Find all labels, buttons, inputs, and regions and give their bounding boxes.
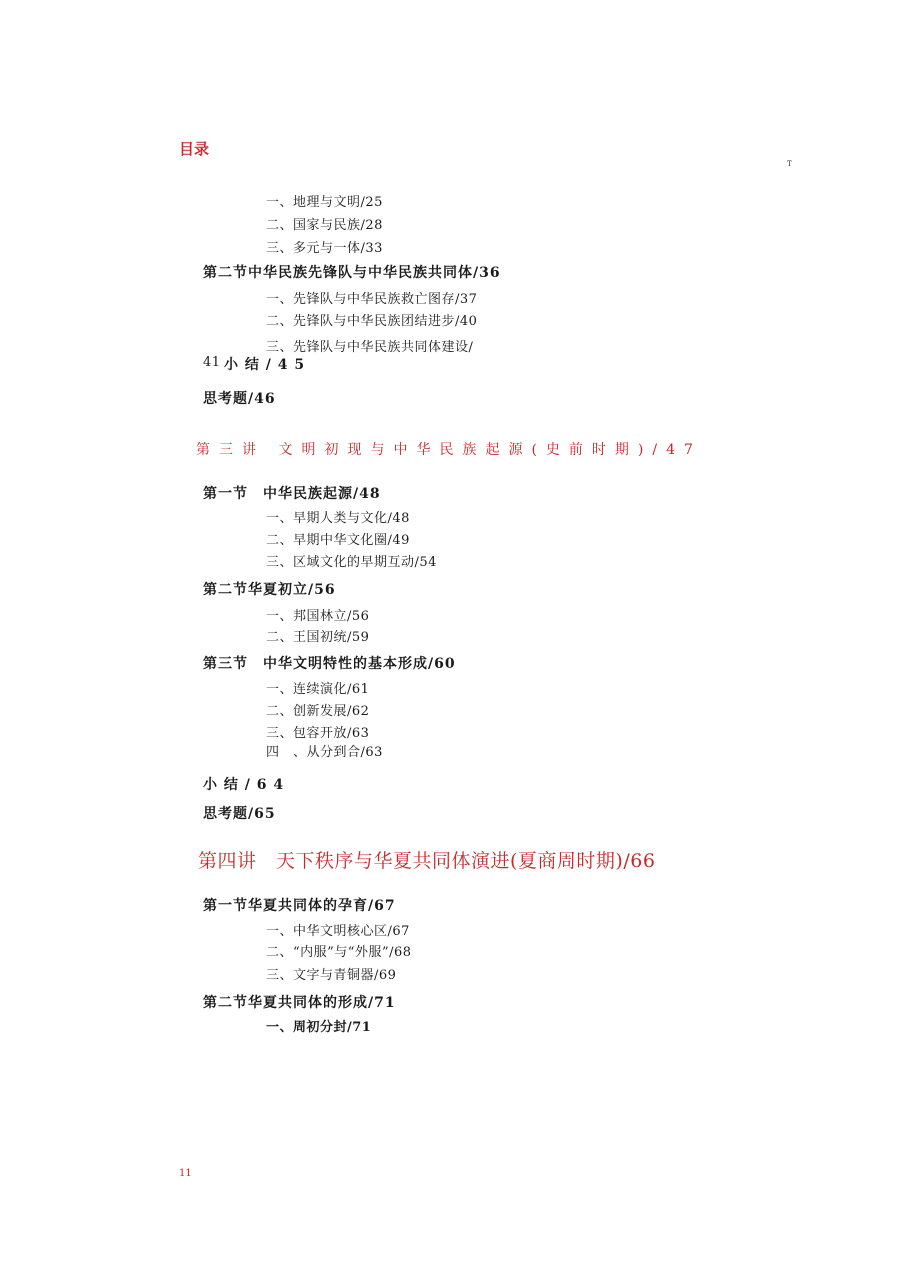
toc-entry: 二、早期中华文化圈/49: [266, 533, 410, 548]
toc-entry: 一、地理与文明/25: [266, 195, 383, 210]
toc-entry: 一、早期人类与文化/48: [266, 511, 410, 526]
toc-entry: 三、包容开放/63: [266, 726, 370, 741]
toc-entry: 三、文字与青铜器/69: [266, 968, 397, 983]
toc-entry: 二、先锋队与中华民族团结进步/40: [266, 314, 478, 329]
toc-section: 小 结 / 4 5: [224, 357, 306, 373]
toc-section: 第一节 中华民族起源/48: [203, 486, 381, 502]
toc-section: 思考题/46: [203, 391, 276, 407]
lecture-heading: 第四讲 天下秩序与华夏共同体演进(夏商周时期)/66: [198, 850, 656, 872]
toc-entry: 二、王国初统/59: [266, 630, 370, 645]
toc-entry: 二、国家与民族/28: [266, 218, 383, 233]
toc-heading: 目录: [179, 140, 210, 158]
toc-section: 第三节 中华文明特性的基本形成/60: [203, 656, 456, 672]
toc-section: 第一节华夏共同体的孕育/67: [203, 898, 396, 914]
corner-mark: T: [787, 160, 792, 168]
toc-entry-continuation: 41: [203, 355, 221, 370]
toc-section: 思考题/65: [203, 806, 276, 822]
toc-entry: 二、创新发展/62: [266, 704, 370, 719]
toc-section: 第二节中华民族先锋队与中华民族共同体/36: [203, 265, 501, 281]
toc-entry: 一、中华文明核心区/67: [266, 924, 410, 939]
toc-entry: 三、先锋队与中华民族共同体建设/: [266, 340, 474, 355]
toc-entry: 二、“内服”与“外服”/68: [266, 945, 412, 960]
toc-entry: 三、多元与一体/33: [266, 241, 383, 256]
toc-section: 第二节华夏初立/56: [203, 582, 336, 598]
toc-entry: 四 、从分到合/63: [266, 745, 383, 760]
toc-section: 小 结 / 6 4: [203, 777, 285, 793]
toc-entry: 一、先锋队与中华民族救亡图存/37: [266, 292, 478, 307]
page-number: 11: [179, 1168, 192, 1179]
lecture-heading: 第三讲 文明初现与中华民族起源(史前时期)/47: [196, 442, 702, 458]
toc-section: 第二节华夏共同体的形成/71: [203, 995, 396, 1011]
toc-entry: 一、周初分封/71: [266, 1020, 372, 1035]
toc-entry: 一、邦国林立/56: [266, 609, 370, 624]
toc-entry: 一、连续演化/61: [266, 682, 370, 697]
toc-entry: 三、区域文化的早期互动/54: [266, 555, 437, 570]
